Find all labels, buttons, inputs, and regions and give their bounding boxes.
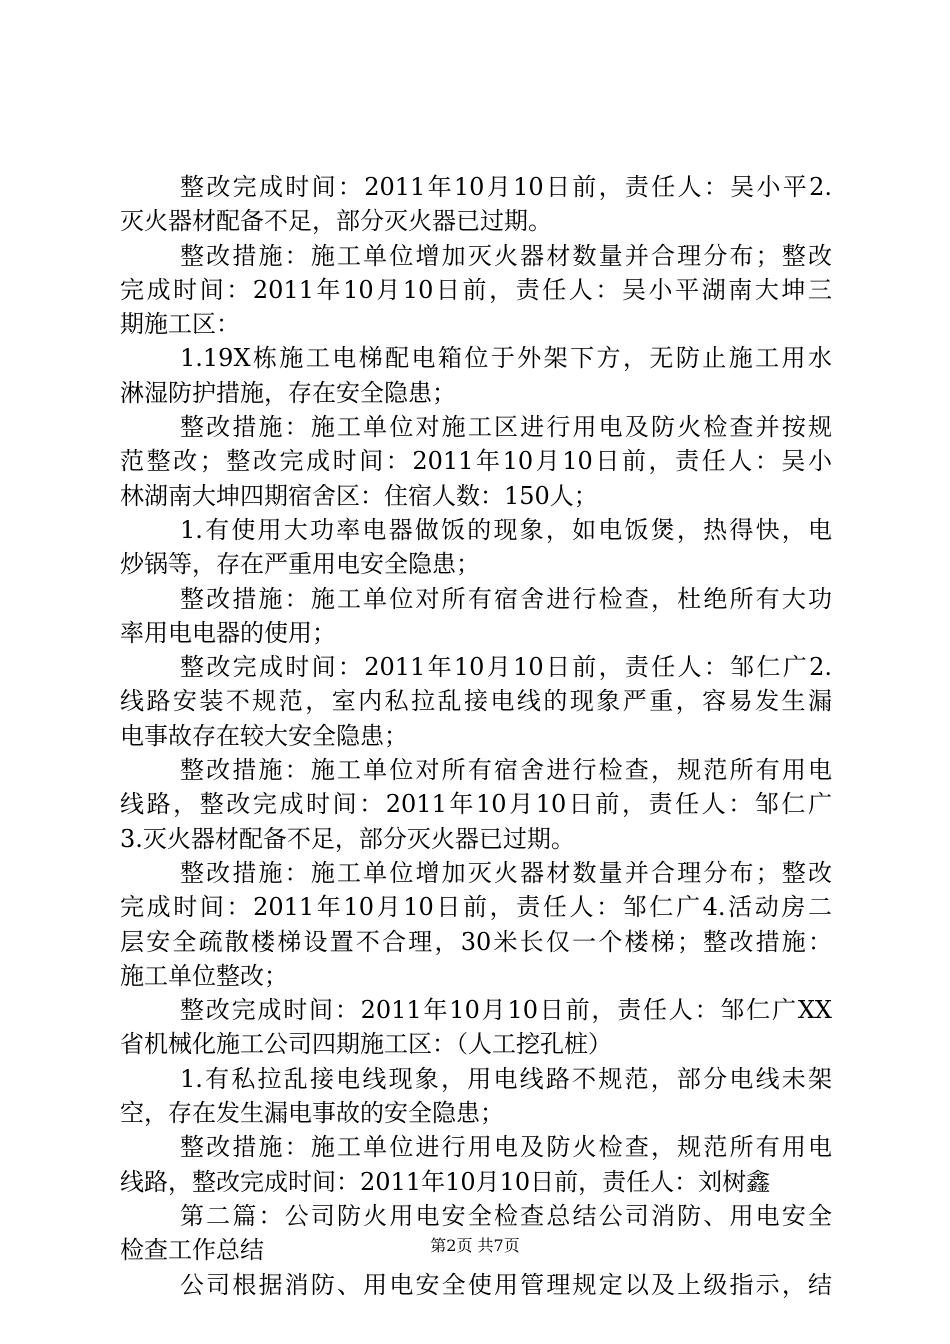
text-line: 线路，整改完成时间：2011年10月10日前，责任人：邹仁广 bbox=[120, 790, 832, 819]
text-line: 灭火器材配备不足，部分灭火器已过期。 bbox=[120, 207, 552, 236]
text-line: 第二篇：公司防火用电安全检查总结公司消防、用电安全 bbox=[180, 1201, 832, 1230]
text-line: 检查工作总结 bbox=[120, 1236, 264, 1265]
text-line: 完成时间：2011年10月10日前，责任人：吴小平湖南大坤三 bbox=[120, 275, 832, 304]
text-line: 范整改；整改完成时间：2011年10月10日前，责任人：吴小 bbox=[120, 447, 832, 476]
text-line: 整改完成时间：2011年10月10日前，责任人：邹仁广2. bbox=[180, 653, 832, 682]
text-line: 层安全疏散楼梯设置不合理，30米长仅一个楼梯；整改措施： bbox=[120, 927, 832, 956]
text-line: 3.灭火器材配备不足，部分灭火器已过期。 bbox=[120, 824, 575, 853]
text-line: 整改完成时间：2011年10月10日前，责任人：邹仁广XX bbox=[180, 996, 832, 1025]
text-line: 1.有私拉乱接电线现象，用电线路不规范，部分电线未架 bbox=[180, 1064, 832, 1093]
text-line: 空，存在发生漏电事故的安全隐患； bbox=[120, 1099, 504, 1128]
text-line: 整改措施：施工单位对施工区进行用电及防火检查并按规 bbox=[180, 413, 832, 442]
text-line: 整改措施：施工单位对所有宿舍进行检查，杜绝所有大功 bbox=[180, 584, 832, 613]
text-line: 炒锅等，存在严重用电安全隐患； bbox=[120, 550, 480, 579]
text-line: 施工单位整改； bbox=[120, 961, 288, 990]
text-line: 电事故存在较大安全隐患； bbox=[120, 721, 408, 750]
text-line: 淋湿防护措施，存在安全隐患； bbox=[120, 378, 456, 407]
text-line: 1.19X栋施工电梯配电箱位于外架下方，无防止施工用水 bbox=[180, 344, 832, 373]
document-body bbox=[120, 170, 832, 1302]
page-number-footer: 第2页 共7页 bbox=[430, 1236, 520, 1255]
text-line: 整改措施：施工单位增加灭火器材数量并合理分布；整改 bbox=[180, 858, 832, 887]
text-line: 线路，整改完成时间：2011年10月10日前，责任人：刘树鑫 bbox=[120, 1167, 771, 1196]
text-line: 省机械化施工公司四期施工区：（人工挖孔桩） bbox=[120, 1030, 612, 1059]
text-line: 完成时间：2011年10月10日前，责任人：邹仁广4.活动房二 bbox=[120, 893, 832, 922]
text-line: 期施工区： bbox=[120, 310, 240, 339]
text-line: 整改措施：施工单位对所有宿舍进行检查，规范所有用电 bbox=[180, 756, 832, 785]
text-line: 整改措施：施工单位进行用电及防火检查，规范所有用电 bbox=[180, 1133, 832, 1162]
text-line: 林湖南大坤四期宿舍区：住宿人数：150人； bbox=[120, 481, 598, 510]
text-line: 1.有使用大功率电器做饭的现象，如电饭煲，热得快，电 bbox=[180, 515, 832, 544]
text-line: 整改措施：施工单位增加灭火器材数量并合理分布；整改 bbox=[180, 241, 832, 270]
text-line: 整改完成时间：2011年10月10日前，责任人：吴小平2. bbox=[180, 173, 832, 201]
text-line: 线路安装不规范，室内私拉乱接电线的现象严重，容易发生漏 bbox=[120, 687, 832, 716]
text-line: 公司根据消防、用电安全使用管理规定以及上级指示，结 bbox=[180, 1270, 832, 1299]
text-line: 率用电电器的使用； bbox=[120, 618, 336, 647]
